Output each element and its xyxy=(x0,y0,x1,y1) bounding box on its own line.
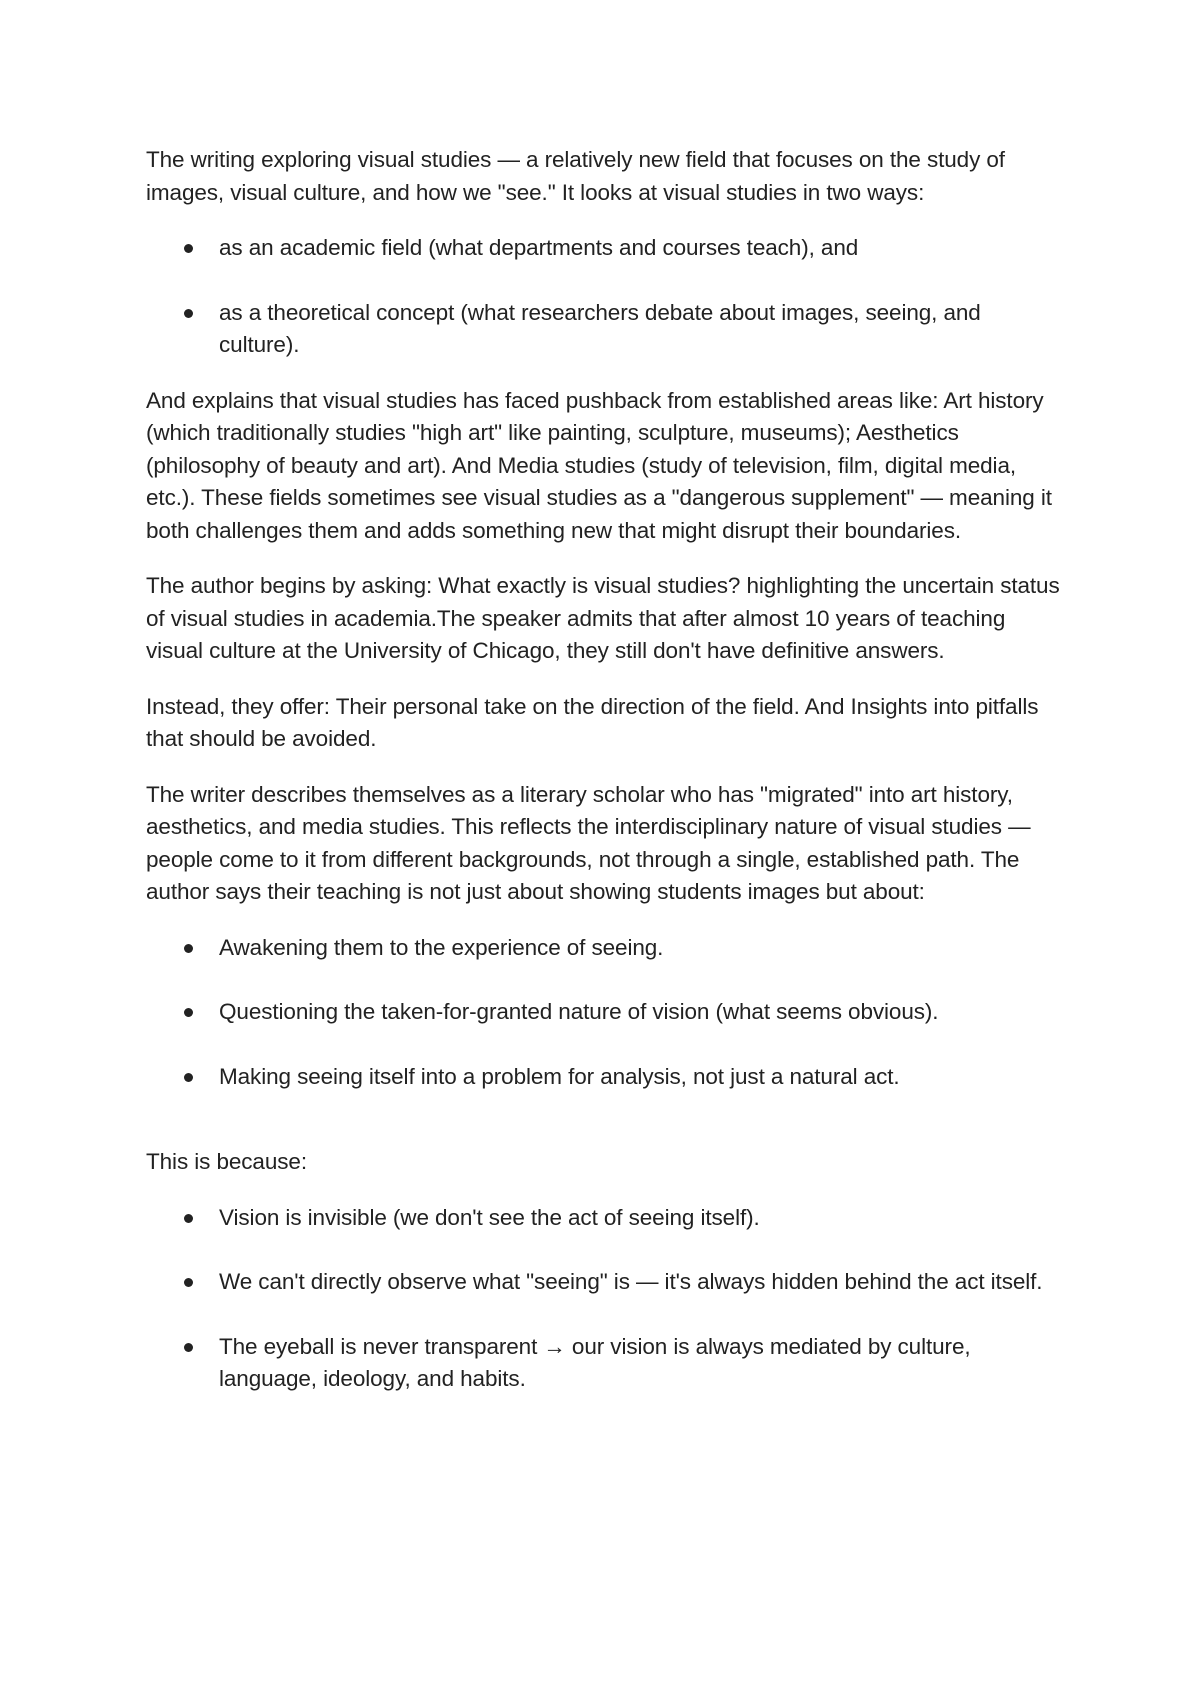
because-paragraph: This is because: xyxy=(146,1149,307,1174)
list-item-text: as an academic field (what departments and courses teach), and xyxy=(219,235,859,260)
list-item xyxy=(146,1331,1066,1396)
bullet-icon xyxy=(184,244,193,253)
teaching-bullet-list xyxy=(146,932,1066,1094)
because-bullet-list xyxy=(146,1202,1066,1396)
list-item xyxy=(146,232,1066,265)
bullet-icon xyxy=(184,309,193,318)
list-item xyxy=(146,996,1066,1029)
offer-paragraph: Instead, they offer: Their personal take on the direction of the field. And Insights into pitfalls that should be avoided. xyxy=(146,693,1039,751)
list-item-text: Awakening them to the experience of seeing. xyxy=(219,934,664,960)
question-paragraph: The author begins by asking: What exactly is visual studies? highlighting the uncertain status of visual studies in academia.The speaker admits that after almost 10 years of teaching visual culture at the University of Chicago, they still don't have definitive answers. xyxy=(146,573,1060,663)
document-body xyxy=(146,144,1066,1419)
pushback-paragraph: And explains that visual studies has faced pushback from established areas like: Art history (which traditionally studies "high art" like painting, sculpture, museums); Aesthetics (philosophy of beauty and art). And Media studies (study of television, film, digital media, etc.). These fields sometimes see visual studies as a "dangerous supplement" — meaning it both challenges them and adds something new that might disrupt their boundaries. xyxy=(146,387,1052,543)
intro-bullet-list xyxy=(146,232,1066,362)
list-item xyxy=(146,1266,1066,1299)
list-item-text: as a theoretical concept (what researchers debate about images, seeing, and culture). xyxy=(219,299,981,357)
bullet-icon xyxy=(184,1343,193,1352)
list-item-text: Vision is invisible (we don't see the act of seeing itself). xyxy=(219,1204,760,1230)
list-item xyxy=(146,1202,1066,1235)
list-item xyxy=(146,932,1066,965)
teaching-paragraph: The writer describes themselves as a literary scholar who has "migrated" into art history, aesthetics, and media studies. This reflects the interdisciplinary nature of visual studies — people come to it from different backgrounds, not through a single, established path. The author says their teaching is not just about showing students images but about: xyxy=(146,781,1031,904)
list-item xyxy=(146,297,1066,362)
empty-line xyxy=(146,1116,1066,1146)
bullet-icon xyxy=(184,944,193,953)
list-item xyxy=(146,1061,1066,1094)
bullet-icon xyxy=(184,1214,193,1223)
bullet-icon xyxy=(184,1073,193,1082)
bullet-icon xyxy=(184,1278,193,1287)
list-item-text: Making seeing itself into a problem for analysis, not just a natural act. xyxy=(219,1063,900,1089)
list-item-text: The eyeball is never transparent → our vision is always mediated by culture, language, ideology, and habits. xyxy=(219,1333,971,1391)
intro-paragraph: The writing exploring visual studies — a relatively new field that focuses on the study of images, visual culture, and how we "see." It looks at visual studies in two ways: xyxy=(146,147,1005,205)
bullet-icon xyxy=(184,1008,193,1017)
list-item-text: Questioning the taken-for-granted nature of vision (what seems obvious). xyxy=(219,999,939,1024)
list-item-text: We can't directly observe what "seeing" is — it's always hidden behind the act itself. xyxy=(219,1269,1043,1294)
